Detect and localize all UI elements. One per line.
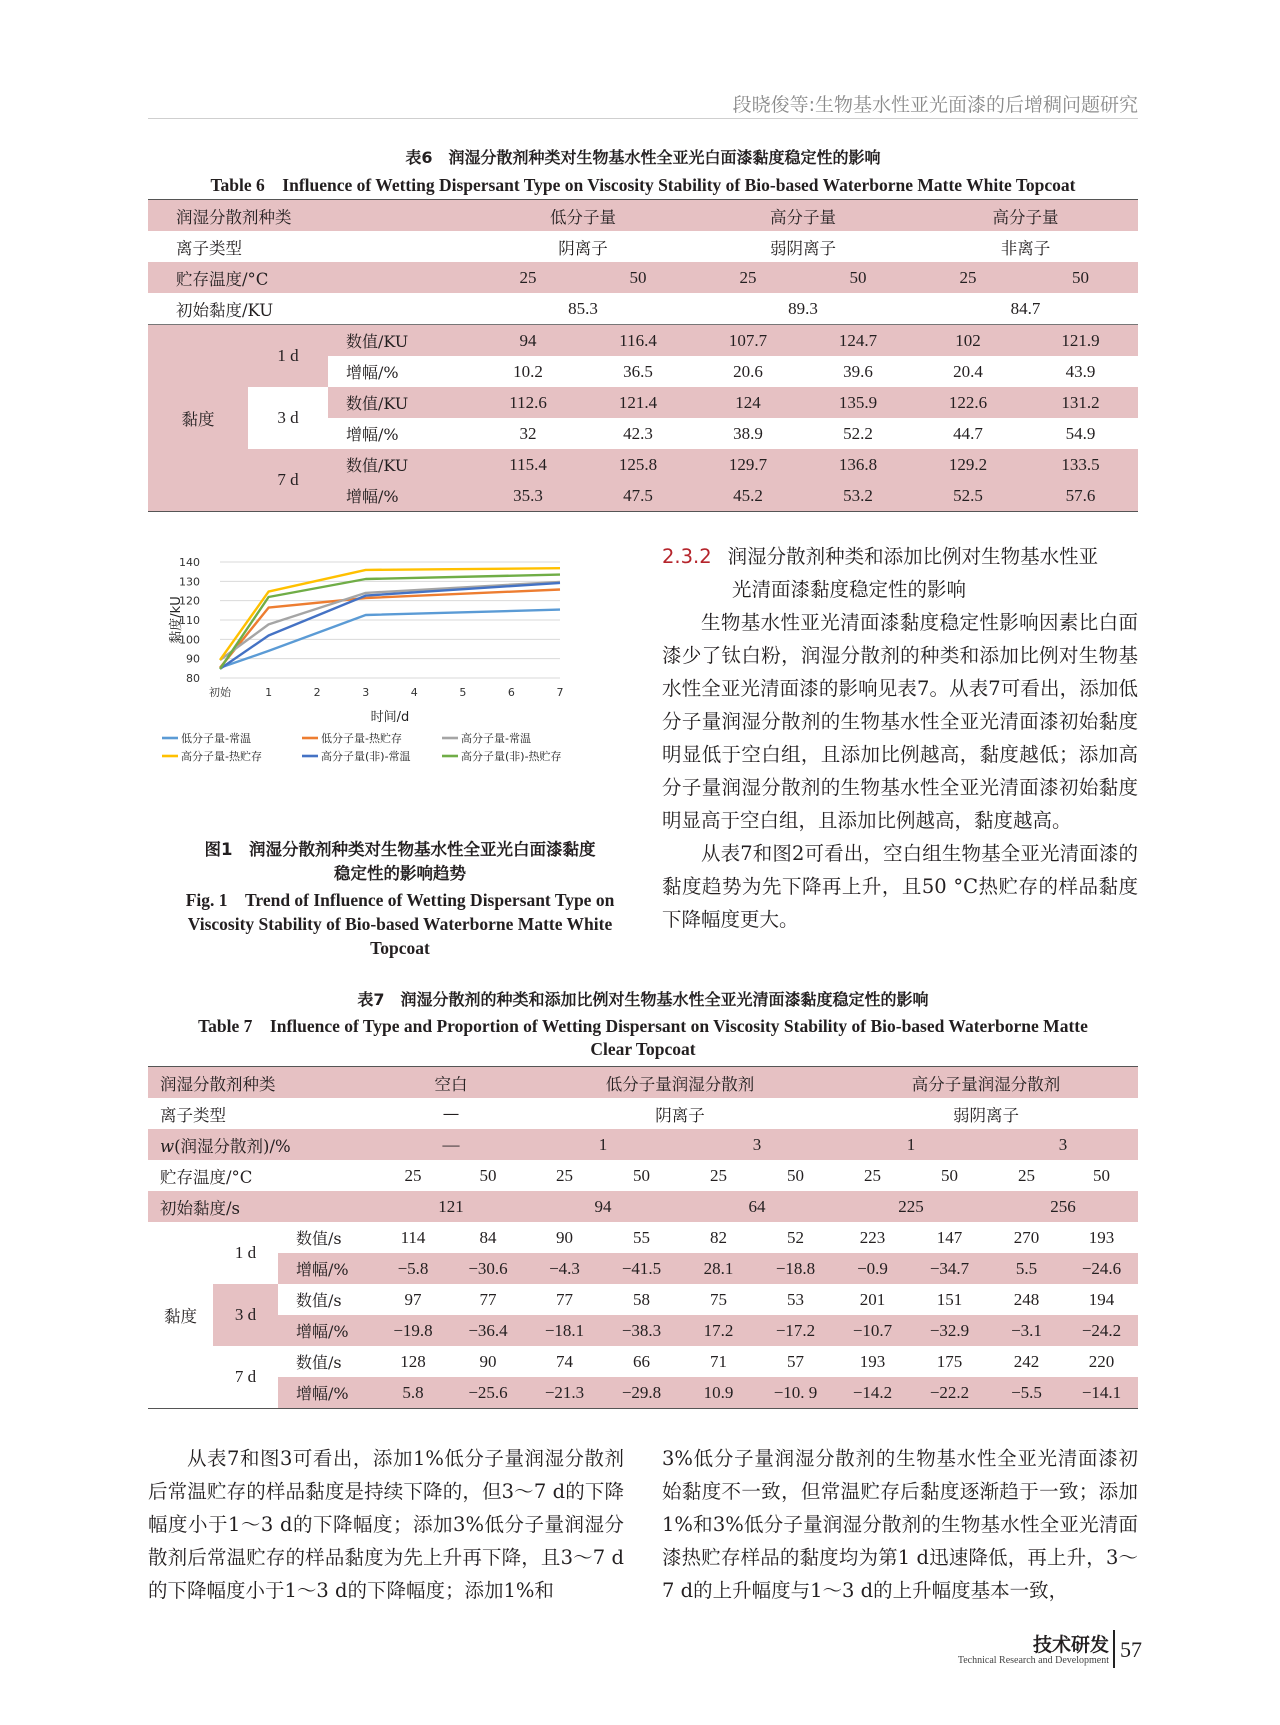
value-label: 数值/KU — [328, 325, 473, 357]
cell: 94 — [473, 325, 583, 357]
value-label: 数值/s — [296, 1353, 342, 1372]
cell: 52.5 — [913, 480, 1023, 512]
cell: 低分子量润湿分散剂 — [605, 1074, 755, 1094]
cell: 5.8 — [376, 1377, 450, 1409]
bottom-paragraph-left: 从表7和图3可看出，添加1%低分子量润湿分散剂后常温贮存的样品黏度是持续下降的，但3～7 d的下降幅度小于1～3 d的下降幅度；添加3%低分子量润湿分散剂后常温贮存的样品黏度为先上升再下降，且3～7 d的下降幅度小于1～3 d的下降幅度；添加1%和 — [148, 1447, 624, 1602]
running-header: 段晓俊等:生物基水性亚光面漆的后增稠问题研究 — [732, 94, 1138, 116]
table7-row-7d-value — [148, 1346, 1138, 1377]
cell: 高分子量 — [770, 207, 837, 227]
cell: 非离子 — [1000, 238, 1051, 258]
table7-row-1d-inc — [148, 1253, 1138, 1284]
table7-row-type — [148, 1067, 1138, 1099]
cell: 25 — [519, 267, 537, 287]
table6-row-3d-value — [148, 387, 1138, 418]
cell: 77 — [556, 1289, 573, 1309]
footer-section-cn: 技术研发 — [1032, 1634, 1109, 1656]
legend-label: 高分子量(非)-热贮存 — [461, 750, 562, 763]
cell: −25.6 — [450, 1377, 526, 1409]
cell: −5.8 — [376, 1253, 450, 1284]
cell: 220 — [1088, 1351, 1115, 1371]
cell: 10.2 — [513, 361, 543, 381]
row-label: 离子类型 — [160, 1105, 226, 1125]
cell: 42.3 — [623, 423, 653, 443]
cell: −30.6 — [450, 1253, 526, 1284]
row-label: 初始黏度/KU — [176, 300, 274, 320]
row-label: 润湿分散剂种类 — [160, 1074, 276, 1094]
cell: −17.2 — [757, 1315, 834, 1346]
cell: −3.1 — [988, 1315, 1065, 1346]
cell: −22.2 — [911, 1377, 988, 1409]
cell: 35.3 — [473, 480, 583, 512]
cell: 242 — [1013, 1351, 1040, 1371]
cell: 25 — [404, 1165, 422, 1185]
table7-caption-en-2: Clear Topcoat — [590, 1039, 696, 1059]
cell: 124.7 — [803, 325, 913, 357]
table6-row-type — [148, 200, 1138, 232]
cell: −24.6 — [1065, 1253, 1138, 1284]
group-label: 黏度 — [164, 1307, 197, 1326]
period-label: 1 d — [234, 1243, 257, 1262]
table6-row-init — [148, 293, 1138, 325]
legend-label: 低分子量-常温 — [181, 732, 251, 745]
table6-row-1d-value — [148, 325, 1138, 357]
cell: — — [442, 1134, 460, 1154]
cell: 弱阴离子 — [953, 1105, 1019, 1125]
cell: 193 — [1088, 1227, 1115, 1247]
cell: 54.9 — [1065, 423, 1096, 443]
y-axis-label: 黏度/kU — [169, 596, 184, 644]
cell: 45.2 — [693, 480, 803, 512]
cell: 256 — [1050, 1196, 1076, 1216]
cell: −18.1 — [526, 1315, 603, 1346]
cell: 3 — [1058, 1134, 1068, 1154]
cell: 71 — [710, 1351, 727, 1371]
cell: 28.1 — [680, 1253, 757, 1284]
section-heading — [662, 540, 1138, 573]
cell: 116.4 — [583, 325, 693, 357]
cell: 44.7 — [953, 423, 983, 443]
cell: 84.7 — [1010, 298, 1041, 318]
inc-label: 增幅/% — [278, 1377, 376, 1409]
x-tick-label: 1 — [265, 686, 273, 699]
table7-row-w — [148, 1129, 1138, 1160]
cell: 135.9 — [803, 387, 913, 418]
row-label-italic: w — [160, 1136, 175, 1156]
cell: 57.6 — [1023, 480, 1138, 512]
row-label: 润湿分散剂种类 — [176, 207, 292, 227]
figure1-caption-cn-1: 图1 润湿分散剂种类对生物基水性全亚光白面漆黏度 — [204, 840, 596, 859]
cell: 133.5 — [1023, 449, 1138, 480]
cell: −10.7 — [834, 1315, 911, 1346]
cell: 84 — [479, 1227, 497, 1247]
cell: 50 — [633, 1165, 650, 1185]
cell: −19.8 — [376, 1315, 450, 1346]
cell: 151 — [936, 1289, 963, 1309]
inc-label: 增幅/% — [278, 1315, 376, 1346]
table7-row-3d-inc — [148, 1315, 1138, 1346]
cell: 112.6 — [473, 387, 583, 418]
cell: 201 — [859, 1289, 886, 1309]
row-label — [148, 1129, 376, 1160]
table7 — [148, 1066, 1138, 1409]
cell: −4.3 — [526, 1253, 603, 1284]
table7-row-temp — [148, 1160, 1138, 1191]
cell: 94 — [594, 1196, 612, 1216]
cell: 66 — [633, 1351, 650, 1371]
cell: 10.9 — [680, 1377, 757, 1409]
cell: 194 — [1088, 1289, 1115, 1309]
cell: — — [442, 1104, 460, 1123]
cell: 38.9 — [733, 423, 763, 443]
cell: 50 — [787, 1165, 804, 1185]
cell: 5.5 — [988, 1253, 1065, 1284]
cell: −5.5 — [988, 1377, 1065, 1409]
x-tick-label: 初始 — [209, 686, 231, 699]
cell: 1 — [598, 1134, 608, 1154]
cell: 阴离子 — [558, 238, 608, 258]
cell: −34.7 — [911, 1253, 988, 1284]
cell: 32 — [519, 423, 537, 443]
cell: 128 — [400, 1351, 426, 1371]
table6-caption-en: Table 6 Influence of Wetting Dispersant Type on Viscosity Stability of Bio-based Waterborne Matte White Topcoat — [210, 175, 1076, 195]
cell: 225 — [898, 1196, 924, 1216]
cell: 39.6 — [843, 361, 873, 381]
inc-label: 增幅/% — [328, 480, 473, 512]
cell: 25 — [1018, 1165, 1035, 1185]
bottom-paragraph-right: 3%低分子量润湿分散剂的生物基水性全亚光清面漆初始黏度不一致，但常温贮存后黏度逐渐趋于一致；添加1%和3%低分子量润湿分散剂的生物基水性全亚光清面漆热贮存样品的黏度均为第1 d迅速降低，再上升，3～7 d的上升幅度与1～3 d的上升幅度基本一致， — [662, 1447, 1138, 1602]
period-label: 3 d — [277, 408, 299, 427]
cell: 低分子量 — [550, 207, 617, 227]
legend-label: 高分子量-常温 — [461, 732, 531, 745]
cell: 85.3 — [568, 298, 598, 318]
cell: 高分子量 — [992, 207, 1059, 227]
figure1-caption-cn-2: 稳定性的影响趋势 — [334, 864, 466, 883]
cell: 空白 — [434, 1074, 468, 1094]
cell: 223 — [859, 1227, 886, 1247]
cell: −18.8 — [757, 1253, 834, 1284]
cell: 25 — [710, 1165, 727, 1185]
x-tick-label: 3 — [362, 686, 370, 699]
cell: 64 — [748, 1196, 766, 1216]
cell: 175 — [936, 1351, 963, 1371]
legend-label: 低分子量-热贮存 — [321, 732, 402, 745]
cell: 75 — [710, 1289, 727, 1309]
cell: 90 — [479, 1351, 497, 1371]
cell: 90 — [556, 1227, 573, 1247]
table6-row-7d-value — [148, 449, 1138, 480]
cell: −32.9 — [911, 1315, 988, 1346]
cell: 50 — [479, 1165, 497, 1185]
cell: 115.4 — [473, 449, 583, 480]
cell: 74 — [556, 1351, 573, 1371]
table7-row-7d-inc — [148, 1377, 1138, 1409]
cell: 129.2 — [913, 449, 1023, 480]
value-label: 数值/KU — [328, 387, 473, 418]
table7-caption-en-1: Table 7 Influence of Type and Proportion of Wetting Dispersant on Viscosity Stability of Bio-based Waterborne Matte — [198, 1016, 1088, 1036]
cell: 3 — [752, 1134, 762, 1154]
cell: −38.3 — [603, 1315, 680, 1346]
header-rule — [148, 118, 1138, 119]
y-tick-label: 140 — [179, 556, 200, 569]
row-label: 贮存温度/°C — [176, 269, 269, 289]
section-title-1: 润湿分散剂种类和添加比例对生物基水性亚 — [727, 545, 1099, 568]
cell: 136.8 — [803, 449, 913, 480]
cell: 121.4 — [583, 387, 693, 418]
table6-caption-cn: 表6 润湿分散剂种类对生物基水性全亚光白面漆黏度稳定性的影响 — [405, 148, 881, 167]
cell: 50 — [849, 267, 867, 287]
x-tick-label: 2 — [313, 686, 321, 699]
table6-row-ion — [148, 231, 1138, 262]
y-tick-label: 90 — [186, 652, 200, 666]
cell: 58 — [633, 1289, 650, 1309]
x-axis-label: 时间/d — [370, 710, 410, 725]
period-label: 7 d — [234, 1367, 257, 1386]
cell: 52.2 — [843, 423, 873, 443]
y-tick-label: 80 — [186, 672, 200, 685]
cell: −41.5 — [603, 1253, 680, 1284]
cell: 1 — [906, 1134, 916, 1154]
cell: 82 — [710, 1227, 727, 1247]
group-label: 黏度 — [148, 325, 248, 512]
cell: 114 — [400, 1227, 426, 1247]
cell: 248 — [1013, 1289, 1040, 1309]
cell: 121.9 — [1023, 325, 1138, 357]
cell: −0.9 — [834, 1253, 911, 1284]
inc-label: 增幅/% — [278, 1253, 376, 1284]
cell: 77 — [479, 1289, 497, 1309]
value-label: 数值/KU — [328, 449, 473, 480]
table7-row-1d-value — [148, 1222, 1138, 1253]
cell: 17.2 — [680, 1315, 757, 1346]
cell: 89.3 — [788, 298, 818, 318]
cell: 20.4 — [953, 361, 983, 381]
row-label: 初始黏度/s — [160, 1198, 241, 1218]
cell: −21.3 — [526, 1377, 603, 1409]
row-label-rest: (润湿分散剂)/% — [174, 1136, 291, 1156]
table6-row-temp — [148, 262, 1138, 293]
table7-caption-cn: 表7 润湿分散剂的种类和添加比例对生物基水性全亚光清面漆黏度稳定性的影响 — [357, 990, 929, 1009]
cell: 25 — [556, 1165, 573, 1185]
cell: −10. 9 — [757, 1377, 834, 1409]
cell: 270 — [1013, 1227, 1040, 1247]
period-label: 3 d — [213, 1284, 278, 1346]
cell: 36.5 — [623, 361, 653, 381]
value-label: 数值/s — [296, 1291, 342, 1310]
y-tick-label: 100 — [179, 633, 200, 647]
section-title-2: 光清面漆黏度稳定性的影响 — [732, 578, 967, 601]
cell: 高分子量润湿分散剂 — [911, 1074, 1061, 1094]
cell: 193 — [859, 1351, 886, 1371]
cell: 阴离子 — [655, 1105, 705, 1125]
cell: 弱阴离子 — [770, 238, 837, 258]
footer-section-en: Technical Research and Development — [957, 1655, 1109, 1666]
footer-divider — [1113, 1630, 1115, 1668]
inc-label: 增幅/% — [346, 363, 399, 382]
page-number: 57 — [1120, 1637, 1142, 1662]
legend-label: 高分子量(非)-常温 — [321, 750, 411, 763]
table7-row-init — [148, 1191, 1138, 1222]
cell: 53 — [787, 1289, 804, 1309]
cell: 52 — [787, 1227, 804, 1247]
cell: 50 — [1072, 267, 1090, 287]
section-number: 2.3.2 — [662, 545, 712, 568]
cell: 43.9 — [1065, 361, 1096, 381]
figure1-caption-en-3: Topcoat — [370, 938, 430, 958]
table7-row-ion — [148, 1098, 1138, 1129]
figure1-caption-en-1: Fig. 1 Trend of Influence of Wetting Dispersant Type on — [185, 890, 615, 910]
section-paragraph-1: 生物基水性亚光清面漆黏度稳定性影响因素比白面漆少了钛白粉，润湿分散剂的种类和添加比例对生物基水性全亚光清面漆的影响见表7。从表7可看出，添加低分子量润湿分散剂的生物基水性全亚光清面漆初始黏度明显低于空白组，且添加比例越高，黏度越低；添加高分子量润湿分散剂的生物基水性全亚光清面漆初始黏度明显高于空白组，且添加比例越高，黏度越高。 — [662, 611, 1138, 832]
x-tick-label: 7 — [556, 686, 564, 699]
cell: 47.5 — [583, 480, 693, 512]
cell: 50 — [629, 267, 647, 287]
table7-row-3d-value — [148, 1284, 1138, 1315]
legend-label: 高分子量-热贮存 — [181, 750, 262, 763]
period-label: 1 d — [248, 325, 328, 388]
cell: −29.8 — [603, 1377, 680, 1409]
cell: 121 — [438, 1196, 464, 1216]
x-tick-label: 4 — [410, 686, 418, 699]
period-label: 7 d — [248, 449, 328, 512]
section-paragraph-2: 从表7和图2可看出，空白组生物基全亚光清面漆的黏度趋势为先下降再上升，且50 °C热贮存的样品黏度下降幅度更大。 — [662, 842, 1138, 931]
cell: 25 — [959, 267, 977, 287]
cell: 57 — [787, 1351, 804, 1371]
x-tick-label: 6 — [507, 686, 515, 699]
cell: 129.7 — [693, 449, 803, 480]
series-line — [220, 575, 560, 669]
cell: 122.6 — [913, 387, 1023, 418]
cell: 131.2 — [1023, 387, 1138, 418]
cell: −14.1 — [1065, 1377, 1138, 1409]
cell: 25 — [864, 1165, 881, 1185]
cell: −36.4 — [450, 1315, 526, 1346]
cell: 107.7 — [693, 325, 803, 357]
cell: 20.6 — [733, 361, 763, 381]
row-label: 贮存温度/°C — [160, 1167, 253, 1187]
figure1-chart — [160, 550, 640, 832]
row-label: 离子类型 — [176, 238, 242, 258]
cell: 124 — [693, 387, 803, 418]
cell: 50 — [941, 1165, 958, 1185]
cell: −24.2 — [1065, 1315, 1138, 1346]
y-tick-label: 130 — [179, 575, 200, 589]
x-tick-label: 5 — [459, 686, 467, 699]
y-tick-label: 120 — [179, 594, 200, 608]
cell: 102 — [913, 325, 1023, 357]
cell: 125.8 — [583, 449, 693, 480]
y-tick-label: 110 — [179, 614, 200, 627]
cell: −14.2 — [834, 1377, 911, 1409]
cell: 53.2 — [803, 480, 913, 512]
cell: 25 — [739, 267, 757, 287]
series-line — [220, 590, 560, 668]
cell: 97 — [404, 1289, 422, 1309]
inc-label: 增幅/% — [346, 425, 399, 444]
table6 — [148, 199, 1138, 512]
value-label: 数值/s — [296, 1229, 342, 1248]
figure1-caption-en-2: Viscosity Stability of Bio-based Waterborne Matte White — [187, 914, 613, 934]
cell: 55 — [633, 1227, 650, 1247]
cell: 50 — [1093, 1165, 1110, 1185]
cell: 147 — [936, 1227, 963, 1247]
